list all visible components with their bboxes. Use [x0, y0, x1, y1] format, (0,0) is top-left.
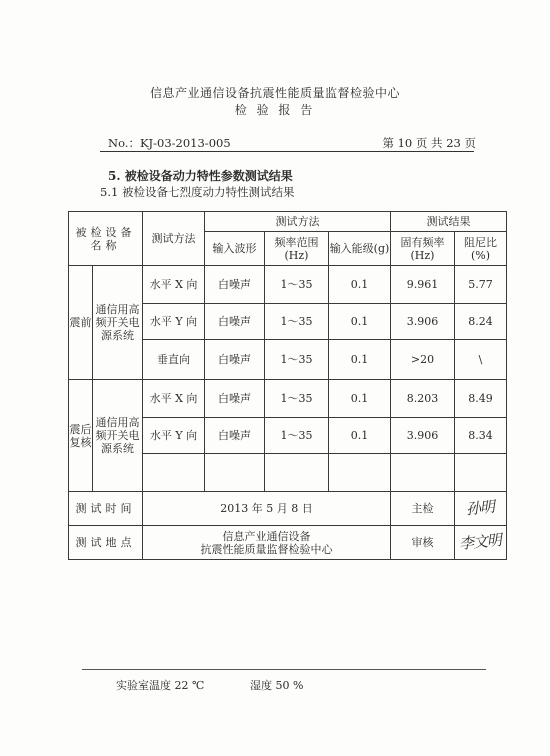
- row-direction: 水平 Y 向: [143, 304, 205, 340]
- test-time-value: 2013 年 5 月 8 日: [143, 492, 391, 526]
- device-name-before: 通信用高频开关电源系统: [93, 266, 143, 380]
- stage-after: 震后复核: [69, 380, 93, 492]
- header-natural-freq: 固有频率(Hz): [391, 232, 455, 266]
- lab-humidity: 湿度 50 %: [250, 679, 304, 692]
- reviewer-label: 审核: [391, 526, 455, 560]
- row-freq: 3.906: [391, 304, 455, 340]
- header-damping: 阻尼比(%): [455, 232, 507, 266]
- header-direction: 测试方法: [143, 212, 205, 266]
- row-range: 1～35: [265, 418, 329, 454]
- section-subtitle: 5.1 被检设备七烈度动力特性测试结果: [100, 185, 295, 199]
- document-title: 检 验 报 告: [234, 103, 316, 117]
- header-freq-range: 频率范围(Hz): [265, 232, 329, 266]
- report-number: No.：KJ-03-2013-005: [108, 136, 231, 150]
- table-row: [69, 266, 507, 304]
- header-method-group: 测试方法: [205, 212, 391, 232]
- footer-rule: [82, 669, 486, 670]
- header-input-wave: 输入波形: [205, 232, 265, 266]
- reviewer-signature: 李文明: [458, 530, 503, 553]
- lab-temperature: 实验室温度 22 ℃: [116, 679, 205, 692]
- test-location-line2: 抗震性能质量监督检验中心: [200, 542, 333, 556]
- inspector-label: 主检: [391, 492, 455, 526]
- row-wave: 白噪声: [205, 418, 265, 454]
- header-device: 被检设备名称: [69, 212, 143, 266]
- device-name-after: 通信用高频开关电源系统: [93, 380, 143, 492]
- header-rule: [100, 151, 474, 152]
- org-header: 信息产业通信设备抗震性能质量监督检验中心: [149, 86, 400, 100]
- row-damping: 5.77: [455, 266, 507, 304]
- row-wave: 白噪声: [205, 380, 265, 418]
- table-row: [69, 380, 507, 418]
- row-damping: \: [455, 340, 507, 380]
- header-result-group: 测试结果: [391, 212, 507, 232]
- row-direction: 水平 Y 向: [143, 418, 205, 454]
- row-level: 0.1: [329, 418, 391, 454]
- row-wave: 白噪声: [205, 266, 265, 304]
- test-location-value: [143, 526, 391, 560]
- test-location-label: 测试地点: [69, 526, 143, 560]
- row-freq: 9.961: [391, 266, 455, 304]
- row-level: 0.1: [329, 266, 391, 304]
- row-range: 1～35: [265, 380, 329, 418]
- stage-before: 震前: [69, 266, 93, 380]
- row-direction: 水平 X 向: [143, 380, 205, 418]
- test-location-row: [69, 526, 507, 560]
- row-level: 0.1: [329, 380, 391, 418]
- test-location-line1: 信息产业通信设备: [222, 529, 311, 543]
- row-range: 1～35: [265, 304, 329, 340]
- inspector-signature: 孙明: [465, 497, 496, 518]
- section-title: 5. 被检设备动力特性参数测试结果: [108, 169, 293, 183]
- row-direction: 垂直向: [143, 340, 205, 380]
- row-damping: 8.34: [455, 418, 507, 454]
- header-input-level: 输入能级(g): [329, 232, 391, 266]
- row-wave: 白噪声: [205, 304, 265, 340]
- row-direction: 水平 X 向: [143, 266, 205, 304]
- row-freq: 3.906: [391, 418, 455, 454]
- row-damping: 8.24: [455, 304, 507, 340]
- results-table: [68, 211, 507, 560]
- row-damping: 8.49: [455, 380, 507, 418]
- row-freq: 8.203: [391, 380, 455, 418]
- row-range: 1～35: [265, 340, 329, 380]
- row-freq: >20: [391, 340, 455, 380]
- row-level: 0.1: [329, 340, 391, 380]
- row-wave: 白噪声: [205, 340, 265, 380]
- test-time-row: [69, 492, 507, 526]
- row-level: 0.1: [329, 304, 391, 340]
- page-info: 第 10 页 共 23 页: [382, 136, 476, 150]
- row-range: 1～35: [265, 266, 329, 304]
- test-time-label: 测试时间: [69, 492, 143, 526]
